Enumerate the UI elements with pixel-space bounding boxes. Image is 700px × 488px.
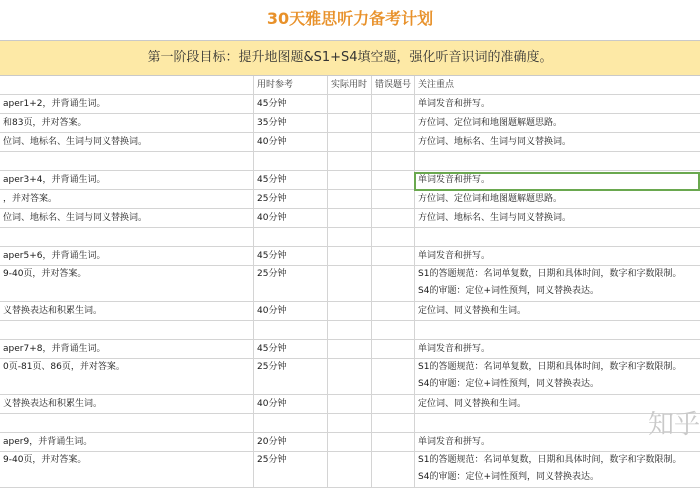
focus-line: 方位词、地标名、生词与同义替换词。 bbox=[418, 213, 572, 223]
task-cell[interactable]: aper3+4，并背诵生词。 bbox=[0, 171, 254, 189]
error-numbers-cell[interactable] bbox=[372, 433, 415, 451]
task-cell[interactable]: 9-40页，并对答案。 bbox=[0, 266, 254, 301]
error-numbers-cell[interactable] bbox=[372, 152, 415, 170]
focus-line: 方位词、定位词和地图题解题思路。 bbox=[418, 118, 563, 128]
focus-cell[interactable] bbox=[415, 114, 700, 132]
error-numbers-cell[interactable] bbox=[372, 171, 415, 189]
focus-line: 定位词、同义替换和生词。 bbox=[418, 306, 527, 316]
task-cell[interactable]: 9-40页，并对答案。 bbox=[0, 452, 254, 487]
focus-cell[interactable] bbox=[415, 302, 700, 320]
table-row bbox=[0, 340, 700, 359]
error-numbers-cell[interactable] bbox=[372, 266, 415, 301]
focus-cell[interactable] bbox=[415, 171, 700, 189]
actual-time-cell[interactable] bbox=[328, 114, 372, 132]
focus-line: 定位词、同义替换和生词。 bbox=[418, 399, 527, 409]
time-reference-cell[interactable]: 45分钟 bbox=[254, 340, 328, 358]
focus-line: S1的答题规范：名词单复数，日期和具体时间，数字和字数限制。 bbox=[418, 455, 682, 465]
task-cell[interactable]: 位词、地标名、生词与同义替换词。 bbox=[0, 209, 254, 227]
table-row bbox=[0, 452, 700, 488]
stage-goal-banner: 第一阶段目标：提升地图题&S1+S4填空题，强化听音识词的准确度。 bbox=[0, 40, 700, 76]
error-numbers-cell[interactable] bbox=[372, 114, 415, 132]
error-numbers-cell[interactable] bbox=[372, 340, 415, 358]
focus-cell[interactable] bbox=[415, 152, 700, 170]
header-focus[interactable]: 关注重点 bbox=[418, 80, 455, 90]
time-reference-cell[interactable]: 25分钟 bbox=[254, 266, 328, 301]
time-reference-cell[interactable] bbox=[254, 321, 328, 339]
time-reference-cell[interactable] bbox=[254, 228, 328, 246]
focus-line: S1的答题规范：名词单复数，日期和具体时间，数字和字数限制。 bbox=[418, 362, 682, 372]
focus-line: S1的答题规范：名词单复数，日期和具体时间，数字和字数限制。 bbox=[418, 269, 682, 279]
task-cell[interactable] bbox=[0, 228, 254, 246]
time-reference-cell[interactable]: 40分钟 bbox=[254, 395, 328, 413]
focus-line: 方位词、定位词和地图题解题思路。 bbox=[418, 194, 563, 204]
actual-time-cell[interactable] bbox=[328, 190, 372, 208]
focus-cell[interactable] bbox=[415, 321, 700, 339]
table-row bbox=[0, 190, 700, 209]
table-row bbox=[0, 152, 700, 171]
actual-time-cell[interactable] bbox=[328, 228, 372, 246]
error-numbers-cell[interactable] bbox=[372, 359, 415, 394]
actual-time-cell[interactable] bbox=[328, 395, 372, 413]
table-row bbox=[0, 171, 700, 190]
error-numbers-cell[interactable] bbox=[372, 247, 415, 265]
table-row bbox=[0, 228, 700, 247]
time-reference-cell[interactable]: 40分钟 bbox=[254, 133, 328, 151]
table-row bbox=[0, 302, 700, 321]
table-row bbox=[0, 247, 700, 266]
focus-cell[interactable] bbox=[415, 247, 700, 265]
task-cell[interactable]: ，并对答案。 bbox=[0, 190, 254, 208]
focus-line: S4的审题：定位+词性预判，同义替换表达。 bbox=[418, 379, 599, 389]
actual-time-cell[interactable] bbox=[328, 359, 372, 394]
plan-title: 30天雅思听力备考计划 bbox=[0, 0, 700, 40]
time-reference-cell[interactable] bbox=[254, 152, 328, 170]
actual-time-cell[interactable] bbox=[328, 266, 372, 301]
time-reference-cell[interactable]: 45分钟 bbox=[254, 247, 328, 265]
table-row bbox=[0, 133, 700, 152]
actual-time-cell[interactable] bbox=[328, 209, 372, 227]
actual-time-cell[interactable] bbox=[328, 95, 372, 113]
actual-time-cell[interactable] bbox=[328, 133, 372, 151]
task-cell[interactable]: 义替换表达和积累生词。 bbox=[0, 395, 254, 413]
error-numbers-cell[interactable] bbox=[372, 302, 415, 320]
time-reference-cell[interactable]: 25分钟 bbox=[254, 359, 328, 394]
task-cell[interactable]: aper9，并背诵生词。 bbox=[0, 433, 254, 451]
table-row bbox=[0, 433, 700, 452]
table-row bbox=[0, 95, 700, 114]
task-cell[interactable]: aper5+6，并背诵生词。 bbox=[0, 247, 254, 265]
actual-time-cell[interactable] bbox=[328, 152, 372, 170]
error-numbers-cell[interactable] bbox=[372, 133, 415, 151]
plan-table bbox=[0, 76, 700, 488]
actual-time-cell[interactable] bbox=[328, 171, 372, 189]
focus-cell[interactable] bbox=[415, 266, 700, 301]
error-numbers-cell[interactable] bbox=[372, 395, 415, 413]
time-reference-cell[interactable]: 40分钟 bbox=[254, 209, 328, 227]
task-cell[interactable]: aper7+8，并背诵生词。 bbox=[0, 340, 254, 358]
focus-line: 单词发音和拼写。 bbox=[418, 251, 491, 261]
header-actual-time[interactable]: 实际用时 bbox=[328, 76, 372, 94]
task-cell[interactable]: 和83页，并对答案。 bbox=[0, 114, 254, 132]
task-cell[interactable] bbox=[0, 321, 254, 339]
focus-line: 单词发音和拼写。 bbox=[418, 437, 491, 447]
task-cell[interactable]: aper1+2，并背诵生词。 bbox=[0, 95, 254, 113]
actual-time-cell[interactable] bbox=[328, 340, 372, 358]
error-numbers-cell[interactable] bbox=[372, 209, 415, 227]
focus-line: S4的审题：定位+词性预判，同义替换表达。 bbox=[418, 286, 599, 296]
task-cell[interactable] bbox=[0, 414, 254, 432]
table-row bbox=[0, 114, 700, 133]
time-reference-cell[interactable]: 20分钟 bbox=[254, 433, 328, 451]
time-reference-cell[interactable]: 45分钟 bbox=[254, 171, 328, 189]
header-task[interactable] bbox=[0, 76, 254, 94]
time-reference-cell[interactable]: 25分钟 bbox=[254, 190, 328, 208]
table-row bbox=[0, 395, 700, 414]
actual-time-cell[interactable] bbox=[328, 247, 372, 265]
focus-line: 单词发音和拼写。 bbox=[418, 344, 491, 354]
focus-cell[interactable] bbox=[415, 95, 700, 113]
time-reference-cell[interactable]: 25分钟 bbox=[254, 452, 328, 487]
focus-cell[interactable] bbox=[415, 133, 700, 151]
focus-cell[interactable] bbox=[415, 359, 700, 394]
focus-cell[interactable] bbox=[415, 340, 700, 358]
error-numbers-cell[interactable] bbox=[372, 190, 415, 208]
error-numbers-cell[interactable] bbox=[372, 321, 415, 339]
actual-time-cell[interactable] bbox=[328, 414, 372, 432]
focus-line: 单词发音和拼写。 bbox=[418, 175, 491, 185]
error-numbers-cell[interactable] bbox=[372, 228, 415, 246]
table-row bbox=[0, 209, 700, 228]
table-row bbox=[0, 266, 700, 302]
task-cell[interactable] bbox=[0, 152, 254, 170]
time-reference-cell[interactable] bbox=[254, 414, 328, 432]
header-error-numbers[interactable]: 错误题号 bbox=[372, 76, 415, 94]
actual-time-cell[interactable] bbox=[328, 302, 372, 320]
time-reference-cell[interactable]: 40分钟 bbox=[254, 302, 328, 320]
error-numbers-cell[interactable] bbox=[372, 414, 415, 432]
focus-cell[interactable] bbox=[415, 190, 700, 208]
zhihu-watermark: 知乎 bbox=[648, 410, 700, 440]
header-time-reference[interactable]: 用时参考 bbox=[254, 76, 328, 94]
task-cell[interactable]: 0页-81页、86页，并对答案。 bbox=[0, 359, 254, 394]
table-row bbox=[0, 321, 700, 340]
time-reference-cell[interactable]: 45分钟 bbox=[254, 95, 328, 113]
focus-line: 方位词、地标名、生词与同义替换词。 bbox=[418, 137, 572, 147]
focus-line: 单词发音和拼写。 bbox=[418, 99, 491, 109]
focus-cell[interactable] bbox=[415, 209, 700, 227]
error-numbers-cell[interactable] bbox=[372, 95, 415, 113]
actual-time-cell[interactable] bbox=[328, 321, 372, 339]
table-row bbox=[0, 414, 700, 433]
task-cell[interactable]: 位词、地标名、生词与同义替换词。 bbox=[0, 133, 254, 151]
task-cell[interactable]: 义替换表达和积累生词。 bbox=[0, 302, 254, 320]
time-reference-cell[interactable]: 35分钟 bbox=[254, 114, 328, 132]
table-row bbox=[0, 359, 700, 395]
actual-time-cell[interactable] bbox=[328, 433, 372, 451]
focus-line: S4的审题：定位+词性预判，同义替换表达。 bbox=[418, 472, 599, 482]
table-header-row bbox=[0, 76, 700, 95]
focus-cell[interactable] bbox=[415, 228, 700, 246]
